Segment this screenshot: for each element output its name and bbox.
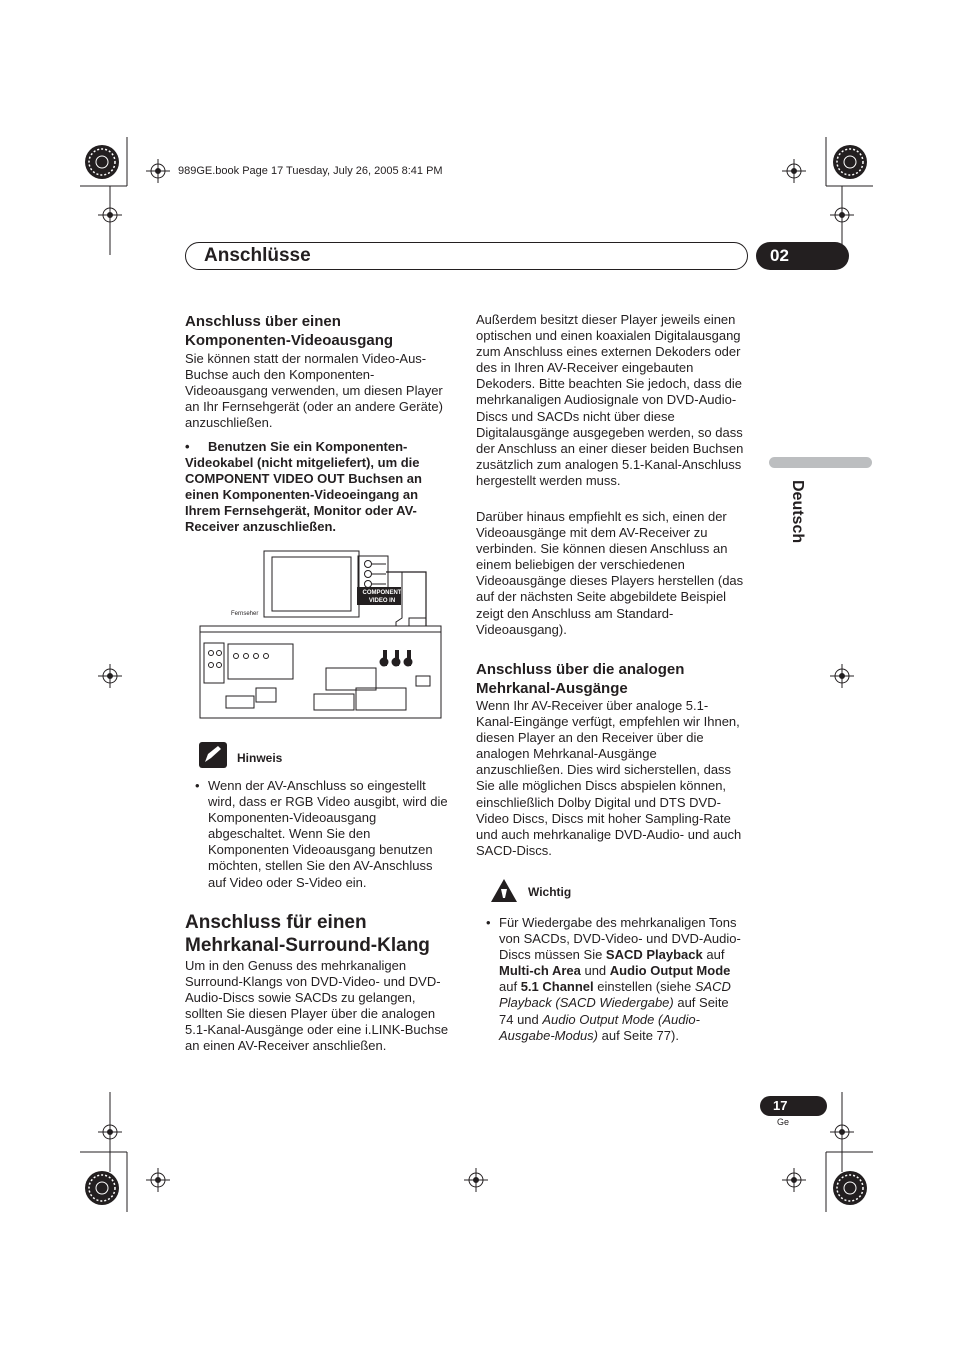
page-language-code: Ge (777, 1117, 790, 1127)
starburst-icon (833, 1171, 867, 1205)
chapter-number: 02 (756, 242, 849, 270)
section-text-analog-multichannel: Wenn Ihr AV-Receiver über analoge 5.1-Kanal-Eingänge verfügt, empfehlen wir Ihnen, diesen Player an den Receiver über die analogen Mehrkanal-Ausgänge anzuschließen. Dies wird sicherstellen, dass Sie alle möglichen Discs abspielen können, einschließlich Dolby Digital und DTS DVD-Video Discs, Discs mit hoher Sampling-Rate und auch mehrkanalige DVD-Audio- und auch SACD-Discs. (476, 698, 742, 858)
note-icon (199, 742, 227, 768)
note-text: • Wenn der AV-Anschluss so eingestellt wird, dass er RGB Video ausgibt, wird die Komponenten-Videoausgang abgeschaltet. Wenn Sie den Komponenten Videoausgang benutzen möchten, stellen Sie den AV-Anschluss auf Video oder S-Video ein. (195, 778, 448, 890)
instruction-bullet: • Benutzen Sie ein Komponenten-Videokabel (nicht mitgeliefert), um die COMPONENT VIDEO OUT Buchsen an einen Komponenten-Videoeingang an Ihrem Fernsehgerät, Monitor oder AV-Receiver anzuschließen. (185, 439, 422, 535)
chapter-title: Anschlüsse (204, 245, 311, 266)
starburst-icon (85, 1171, 119, 1205)
side-tab-bar (769, 457, 872, 468)
warning-icon (490, 877, 518, 905)
starburst-icon (85, 145, 119, 179)
section-text-surround: Um in den Genuss des mehrkanaligen Surround-Klangs von DVD-Video- und DVD-Audio-Discs sowie SACDs zu gelangen, sollten Sie diesen Player über die analogen 5.1-Kanal-Ausgänge oder eine i.LINK-Buchse an einen AV-Receiver anschließen. (185, 958, 449, 1054)
book-info-line: 989GE.book Page 17 Tuesday, July 26, 2005 8:41 PM (178, 165, 443, 177)
section-heading-analog-multichannel: Anschluss über die analogen Mehrkanal-Ausgänge (476, 661, 685, 697)
page-number: 17 (760, 1096, 827, 1116)
component-jack-label-2: VIDEO IN (368, 598, 396, 604)
important-text: • Für Wiedergabe des mehrkanaligen Tons von SACDs, DVD-Video- und DVD-Audio-Discs müssen Sie SACD Playback auf Multi-ch Area und Audio Output Mode auf 5.1 Channel einstellen (siehe SACD Playback (SACD Wiedergabe) auf Seite 74 und Audio Output Mode (Audio-Ausgabe-Modus) auf Seite 77). (486, 915, 741, 1043)
section-text-component-video: Sie können statt der normalen Video-Aus-Buchse auch den Komponenten-Videoausgang verwenden, um diesen Player an Ihr Fernsehgerät (oder an andere Geräte) anzuschließen. (185, 351, 443, 431)
section-heading-surround: Anschluss für einen Mehrkanal-Surround-Klang (185, 912, 430, 956)
paragraph-video-outputs: Darüber hinaus empfiehlt es sich, einen der Videoausgänge mit dem AV-Receiver zu verbinden. Sie können diesen Anschluss an einem beliebigen der verschiedenen Videoausgänge dieses Players herstellen (das auf der nächsten Seite abgebildete Beispiel zeigt den Anschluss am Standard-Videoausgang). (476, 509, 744, 637)
paragraph-digital-outputs: Außerdem besitzt dieser Player jeweils einen optischen und einen koaxialen Digitalausgang zum Anschluss eines externen Dekoders oder des in Ihren AV-Receiver eingebauten Dekoders. Bitte beachten Sie jedoch, dass die mehrkanaligen Audiosignale von DVD-Audio-Discs und SACDs nicht über diese Digitalausgänge ausgegeben werden, so dass der Anschluss an einer dieser beiden Buchsen zusätzlich zum analogen 5.1-Kanal-Anschluss hergestellt werden muss. (476, 312, 744, 488)
side-tab-language: Deutsch (789, 480, 806, 544)
connection-diagram (196, 548, 446, 720)
component-jack-label-1: COMPONENT (362, 590, 402, 596)
tv-label: Fernseher (231, 611, 259, 617)
starburst-icon (833, 145, 867, 179)
section-heading-component-video: Anschluss über einen Komponenten-Videoausgang (185, 313, 394, 349)
note-title: Hinweis (237, 751, 283, 765)
important-title: Wichtig (528, 885, 572, 899)
